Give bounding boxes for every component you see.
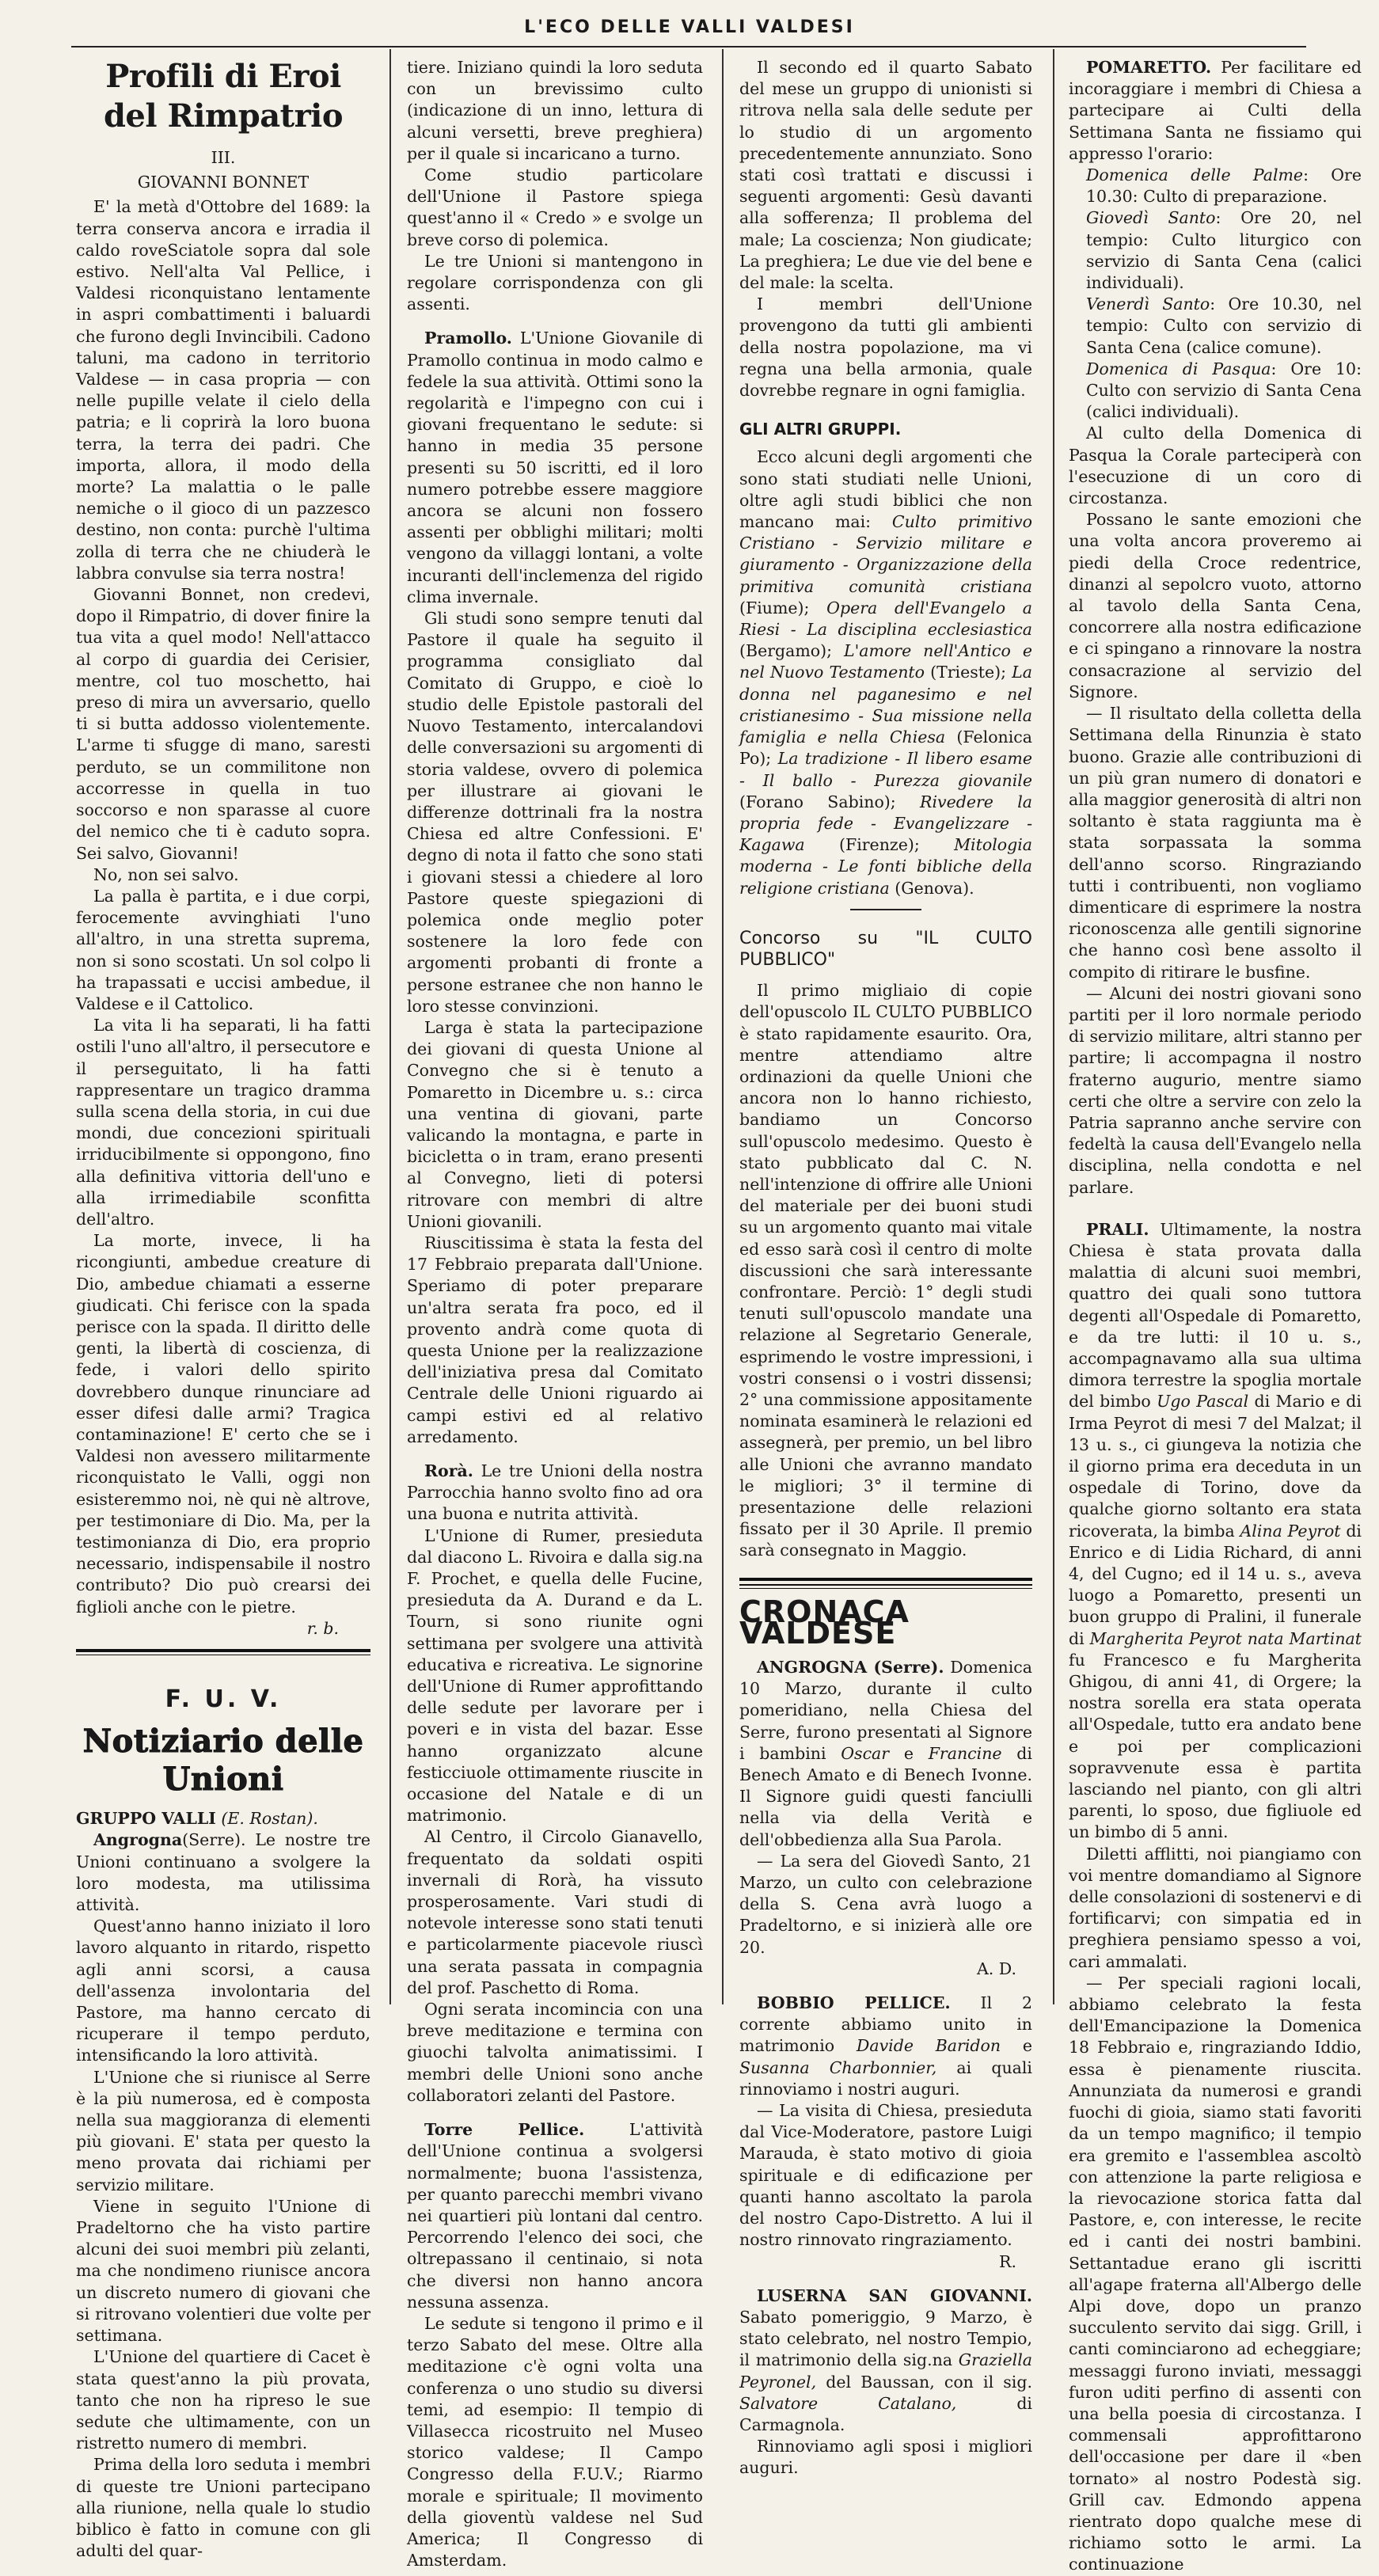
article-part: III. — [211, 148, 236, 167]
paragraph — [1069, 57, 1362, 165]
paragraph — [76, 1829, 370, 1916]
section-heading: GLI ALTRI GRUPPI. — [739, 420, 902, 439]
schedule-text: : Ore 10: Culto con servizio di Santa Cena (calici individuali). — [1086, 359, 1362, 422]
paragraph: — Il risultato della colletta della Settimana della Rinunzia è stato buono. Grazie alle contribuzioni di un più gran numero di donatori e alla maggior generosità di altri non soltanto è stata raggiunta ma è stata sorpassata la somma dell'anno scorso. Ringraziando tutti i contribuenti, non vogliamo dimenticare di esprimere la nostra riconoscenza alle gentili signorine che hanno così bene assolto il compito di ritirare le busfine. — [1069, 704, 1362, 982]
paragraph-text: di Carmagnola. — [739, 2393, 1032, 2434]
paragraph-text: L'attività dell'Unione continua a svolgersi normalmente; buona l'assistenza, per quanto parecchi membri vivano nei quartieri più lontani dal centro. Percorrendo l'elenco dei soci, che oltrepassano il centinaio, si nota che diversi non hanno ancora nessuna assenza. — [407, 2120, 703, 2312]
schedule-day: Domenica di Pasqua — [1086, 359, 1271, 378]
schedule-item — [1069, 359, 1362, 424]
section-kicker: F. U. V. — [165, 1685, 282, 1714]
schedule-text: : Ore 20, nel tempio: Culto liturgico con servizio di Santa Cena (calici individuali). — [1086, 208, 1362, 293]
city: (Trieste); — [930, 663, 1007, 682]
section-rule — [739, 1584, 1032, 1586]
paragraph-text: del Baussan, con il sig. — [826, 2372, 1032, 2392]
schedule-day: Domenica delle Palme — [1086, 165, 1304, 185]
paragraph: Diletti afflitti, noi piangiamo con voi mentre domandiamo al Signore delle consolazioni di sostenervi e di fortificarvi; con simpatia ed in preghiera pensiamo spesso a voi, cari ammalati. — [1069, 1844, 1362, 1971]
paragraph-text: Ecco alcuni degli argomenti che sono stati studiati nelle Unioni, oltre agli studi biblici che non mancano mai: — [739, 447, 1032, 532]
person-name: Salvatore Catalano, — [739, 2393, 957, 2413]
paragraph: L'Unione di Rumer, presieduta dal diacono L. Rivoira e dalla sig.na F. Prochet, e quella delle Fucine, presieduta da A. Durand e da L. Tourn, si sono riunite ogni settimana per svolgere una attività educativa e ricreativa. Le signorine dell'Unione di Rumer approfittando delle sedute per lavorare per i poveri e in vista del bazar. Esse hanno organizzato alcune festicciuole ottimamente riuscite in occasione del Natale e di un matrimonio. — [407, 1525, 703, 1826]
paragraph-text: Per facilitare ed incoraggiare i membri di Chiesa a partecipare ai Culti della Settimana Santa ne fissiamo qui appresso l'orario: — [1069, 58, 1362, 163]
person-name: Francine — [928, 1743, 1002, 1763]
schedule-day: Venerdì Santo — [1086, 294, 1210, 314]
paragraph-text: e — [903, 1743, 914, 1763]
paragraph: Al culto della Domenica di Pasqua la Corale parteciperà con l'esecuzione di un coro di circostanza. — [1069, 424, 1362, 508]
article-title: Profili di Eroi del Rimpatrio — [103, 58, 344, 135]
paragraph-text: di Benech Amato e di Benech Ivonne. Il Signore guidi questi fanciulli nella via della Verità e dell'obbedienza alla Sua Parola. — [739, 1743, 1032, 1849]
paragraph: Larga è stata la partecipazione dei giovani di questa Unione al Convegno che si è tenuto a Pomaretto in Dicembre u. s.: circa una ventina di giovani, parte valicando la montagna, e parte in bicicletta o in tram, erano presenti al Convegno, lieti di potersi ritrovare con membri di altre Unioni giovanili. — [407, 1017, 703, 1231]
paragraph: Al Centro, il Circolo Gianavello, frequentato da soldati ospiti invernali di Rorà, ha vissuto prosperosamente. Vari studi di notevole interesse sono stati tenuti e particolarmente piacevole riuscì una serata passata in compagnia del prof. Paschetto di Roma. — [407, 1827, 703, 1997]
topic-list: Culto primitivo Cristiano - Servizio militare e giuramento - Organizzazione della primitiva comunità cristiana — [739, 512, 1032, 596]
schedule — [1069, 165, 1362, 423]
column-3 — [739, 57, 1033, 2478]
place-name: ANGROGNA (Serre). — [757, 1658, 944, 1677]
paragraph: Quest'anno hanno iniziato il loro lavoro alquanto in ritardo, rispetto agli anni scorsi, a causa dell'assenza involontaria del Pastore, ma hanno cercato di ricuperare il tempo perduto, intensificando la loro attività. — [76, 1917, 370, 2065]
paragraph-text: L'Unione Giovanile di Pramollo continua in modo calmo e fedele la sua attività. Ottimi sono la regolarità e l'impegno con cui i giovani frequentano le sedute: si hanno in media 35 persone presenti su 50 iscritti, ed il loro numero potrebbe essere maggiore ancora se alcuni non fossero assenti per obblighi militari; molti vengono da villaggi lontani, a volte incuranti dell'inclemenza del rigido clima invernale. — [407, 329, 703, 606]
paragraph: L'Unione del quartiere di Cacet è stata quest'anno la più provata, tanto che non ha ripreso le sue sedute che ultimamente, con un ristretto numero di membri. — [76, 2347, 370, 2453]
paragraph: Possano le sante emozioni che una volta ancora proveremo ai piedi della Croce redentrice, dinanzi al sepolcro vuoto, attorno al tavolo della Santa Cena, concorrere alla nostra edificazione e ci spingano a rinnovare la nostra consacrazione al servizio del Signore. — [1069, 510, 1362, 701]
paragraph: Ogni serata incomincia con una breve meditazione e termina con giuochi talvolta animatissimi. I membri delle Unioni sono anche collaboratori zelanti del Pastore. — [407, 2000, 703, 2105]
city: (Fiume); — [739, 598, 810, 617]
column-divider — [389, 49, 391, 2004]
paragraph: E' la metà d'Ottobre del 1689: la terra conserva ancora e irradia il caldo roveSciatole sopra dal sole estivo. Nell'alta Val Pellice, i Valdesi riconquistano lentamente in aspri combattimenti i baluardi che furono degli Invincibili. Cadono taluni, ma cadono in territorio Valdese — in casa propria — con nelle pupille velate il cielo della patria; e li coprirà la loro buona terra, la terra dei padri. Che importa, allora, il modo della morte? La malattia o le palle nemiche o il gioco di un pazzesco destino, non conta: purchè l'ultima zolla di terra che ne chiuderà le labbra convulse sia terra nostra! — [76, 197, 370, 583]
schedule-item — [1069, 207, 1362, 294]
section-heading: Concorso su "IL CULTO PUBBLICO" — [739, 928, 1032, 970]
signature: R. — [999, 2251, 1016, 2271]
section-title: CRONACA VALDESE — [739, 1594, 910, 1651]
paragraph: Riuscitissima è stata la festa del 17 Febbraio preparata dall'Unione. Speriamo di poter preparare un'altra serata fra poco, ed il provento andrà come quota di questa Unione per la realizzazione dell'iniziativa presa dal Comitato Centrale delle Unioni riguardo ai campi estivi ed al relativo arredamento. — [407, 1233, 703, 1446]
person-name: Margherita Peyrot nata Martinat — [1089, 1628, 1362, 1648]
paragraph: tiere. Iniziano quindi la loro seduta con un brevissimo culto (indicazione di un inno, lettura di alcuni versetti, breve preghiera) per il quale si incaricano a turno. — [407, 58, 703, 163]
section-title: Notiziario delle Unioni — [82, 1723, 364, 1799]
paragraph: No, non sei salvo. — [93, 864, 239, 884]
group-heading — [76, 1808, 370, 1829]
schedule-text: : Ore 10.30, nel tempio: Culto con servizio di Santa Cena (calice comune). — [1086, 294, 1362, 357]
section-rule — [739, 1578, 1032, 1581]
paragraph: Le tre Unioni si mantengono in regolare corrispondenza con gli assenti. — [407, 251, 703, 314]
place-name: Torre Pellice. — [424, 2120, 585, 2140]
person-name: Graziella Peyronel, — [739, 2350, 1032, 2392]
paragraph: I membri dell'Unione provengono da tutti gli ambienti della nostra popolazione, ma vi regna una bella armonia, quale dovrebbe regnare in ogni famiglia. — [739, 294, 1032, 401]
paragraph-text: Il 2 corrente abbiamo unito in matrimonio — [739, 1993, 1032, 2056]
topic-list: Mitologia moderna - Le fonti bibliche della religione cristiana — [739, 835, 1032, 898]
column-2 — [407, 57, 703, 2570]
divider — [850, 909, 921, 910]
masthead: L'ECO DELLE VALLI VALDESI — [524, 17, 855, 37]
city: (Bergamo); — [739, 641, 833, 661]
schedule-text: : Ore 10.30: Culto di preparazione. — [1086, 165, 1362, 207]
group-author: (E. Rostan). — [221, 1809, 318, 1829]
city: (Firenze); — [838, 835, 920, 855]
topic-list: L'amore nell'Antico e nel Nuovo Testamento — [739, 641, 1032, 682]
column-divider — [722, 49, 724, 2004]
paragraph: Come studio particolare dell'Unione il Pastore spiega quest'anno il « Credo » e svolge un breve corso di polemica. — [407, 165, 703, 249]
person-name: Davide Baridon — [856, 2036, 1001, 2056]
place-name: LUSERNA SAN GIOVANNI. — [757, 2285, 1032, 2305]
paragraph — [407, 2119, 703, 2313]
paragraph: — La visita di Chiesa, presieduta dal Vice-Moderatore, pastore Luigi Marauda, è stato motivo di gioia spirituale e di edificazione per quanti hanno ascoltato la parola del nostro Capo-Distretto. A lui il nostro rinnovato ringraziamento. — [739, 2101, 1032, 2250]
city: (Felonica Po); — [739, 728, 1032, 769]
paragraph-text: ai quali rinnoviamo i nostri auguri. — [739, 2057, 1032, 2099]
paragraph: La vita li ha separati, li ha fatti ostili l'uno all'altro, il persecutore e il perseguitato, li ha fatti rappresentare un tragico dramma sulla scena della storia, in cui due mondi, due concezioni spirituali irriducibilmente si oppongono, fino alla definitiva vittoria dell'uno e alla irrimediabile sconfitta dell'altro. — [76, 1016, 370, 1229]
paragraph-text: e — [1022, 2036, 1032, 2056]
place-name: BOBBIO PELLICE. — [757, 1993, 951, 2013]
place-name: Pramollo. — [424, 329, 512, 348]
paragraph — [739, 1657, 1032, 1851]
person-name: Oscar — [841, 1743, 890, 1763]
paragraph: La morte, invece, li ha ricongiunti, ambedue creature di Dio, ambedue chiamati a esserne giudicati. Chi ferisce con la spada perisce con la spada. Il diritto delle genti, la libertà di coscienza, di fede, i valori dello spirito dovrebbero dunque rinunciare ad esser difesi dalle armi? Tragica contaminazione! E' certo che se i Valdesi non avessero militarmente riconquistato le Valli, oggi non esisteremmo noi, nè qui nè altrove, per testimoniare di Dio. Ma, per la testimonianza di Dio, era proprio necessario, indispensabile il nostro contributo? Dio può crearsi dei figlioli anche con le pietre. — [76, 1231, 370, 1617]
place-name: Rorà. — [424, 1461, 473, 1480]
person-name: Susanna Charbonnier, — [739, 2057, 937, 2077]
signature: r. b. — [306, 1618, 339, 1638]
topic-list: Opera dell'Evangelo a Riesi - La disciplina ecclesiastica — [739, 598, 1032, 640]
paragraph: — La sera del Giovedì Santo, 21 Marzo, un culto con celebrazione della S. Cena avrà luogo a Pradeltorno, e si inizierà alle ore 20. — [739, 1851, 1032, 1957]
signature: A. D. — [976, 1959, 1016, 1978]
paragraph — [407, 328, 703, 608]
city: (Forano Sabino); — [739, 792, 896, 811]
column-divider — [1053, 49, 1054, 2004]
paragraph: Il primo migliaio di copie dell'opuscolo IL CULTO PUBBLICO è stato rapidamente esaurito. Ora, mentre attendiamo altre ordinazioni da quelle Unioni che ancora non lo hanno richiesto, bandiamo un Concorso sull'opuscolo medesimo. Questo è stato pubblicato dal C. N. nell'intenzione di offrire alle Unioni del materiale per dei buoni studi su un argomento quanto mai vitale ed esso sarà così il centro di molte discussioni che sarà interessante confrontare. Perciò: 1° degli studi tenuti sull'opuscolo mandate una relazione al Segretario Generale, esprimendo le vostre impressioni, i vostri consensi o i vostri dissensi; 2° una commissione appositamente nominata esaminerà le relazioni ed assegnerà, per premio, un bel libro alle Unioni che avranno mandato le migliori; 3° il termine di presentazione delle relazioni fissato per il 30 Aprile. Il premio sarà consegnato in Maggio. — [739, 981, 1032, 1560]
paragraph — [739, 1993, 1032, 2100]
section-rule — [76, 1649, 370, 1652]
place-name: PRALI. — [1086, 1219, 1149, 1239]
paragraph: Viene in seguito l'Unione di Pradeltorno che ha visto partire alcuni dei suoi membri più zelanti, ma che nondimeno riunisce ancora un discreto numero di giovani che si ritrovano volentieri due volte per settimana. — [76, 2196, 370, 2346]
article-subject: GIOVANNI BONNET — [137, 173, 310, 192]
person-name: Ugo Pascal — [1157, 1392, 1249, 1411]
paragraph — [1069, 1219, 1362, 1844]
person-name: Alina Peyrot — [1240, 1521, 1341, 1541]
paragraph-text: Ultimamente, la nostra Chiesa è stata provata dalla malattia di alcuni suoi membri, quattro dei quali sono tuttora degenti all'Ospedale di Pomaretto, e da tre lutti: il 10 u. s., accompagnavamo alla sua ultima dimora terrestre la spoglia mortale del bimbo — [1069, 1219, 1362, 1411]
city: (Genova). — [895, 878, 974, 898]
paragraph: Gli studi sono sempre tenuti dal Pastore il quale ha seguito il programma consigliato dal Comitato di Gruppo, e cioè lo studio delle Epistole pastorali del Nuovo Testamento, intercalandovi delle conversazioni su argomenti di storia valdese, ovvero di polemica per illustrare ai giovani le differenze dottrinali fra la nostra Chiesa ed altre Confessioni. E' degno di nota il fatto che sono stati i giovani stessi a chiedere al loro Pastore queste spiegazioni di polemica onde meglio poter sostenere la loro fede con argomenti probanti di fronte a persone estranee che non hanno le loro stesse convinzioni. — [407, 609, 703, 1016]
masthead-rule — [71, 46, 1306, 47]
paragraph-text: di Mario e di Irma Peyrot di mesi 7 del Malzat; il 13 u. s., ci giungeva la notizia che il giorno prima era deceduta in un ospedale di Torino, dove da qualche giorno soltanto era stata ricoverata, la bimba — [1069, 1392, 1362, 1541]
schedule-day: Giovedì Santo — [1086, 208, 1216, 228]
paragraph: — Alcuni dei nostri giovani sono partiti per il loro normale periodo di servizio militare, altri stanno per partire; li accompagna il nostro fraterno augurio, mentre siamo certi che oltre a servire con zelo la Patria sapranno anche servire con fedeltà la causa dell'Evangelo nella disciplina, nella condotta e nel parlare. — [1069, 983, 1362, 1197]
paragraph: Prima della loro seduta i membri di queste tre Unioni partecipano alla riunione, nella quale lo studio biblico è fatto in comune con gli adulti del quar- — [76, 2455, 370, 2561]
paragraph: Le sedute si tengono il primo e il terzo Sabato del mese. Oltre alla meditazione c'è ogni volta una conferenza o uno studio su diversi temi, ad esempio: Il tempio di Villasecca ricostruito nel Museo storico valdese; Il Campo Congresso della F.U.V.; Riarmo morale e spirituale; Il movimento della gioventù valdese nel Sud America; Il Congresso di Amsterdam. — [407, 2313, 703, 2570]
paragraph: Il secondo ed il quarto Sabato del mese un gruppo di unionisti si ritrova nella sala delle sedute per lo studio di un argomento precedentemente annunziato. Sono stati così trattati e discussi i seguenti argomenti: Gesù davanti alla sofferenza; Il problema del male; La coscienza; Non giudicate; La preghiera; Le due vie del bene e del male: la scelta. — [739, 58, 1032, 293]
column-4 — [1069, 57, 1362, 2574]
paragraph-text: Sabato pomeriggio, 9 Marzo, è stato celebrato, nel nostro Tempio, il matrimonio della sig.na — [739, 2307, 1032, 2370]
paragraph-text: di Enrico e di Lidia Richard, di anni 4, del Cugno; ed il 14 u. s., aveva luogo a Pomaretto, presenti un buon gruppo di Pralini, il funerale di — [1069, 1521, 1362, 1648]
paragraph: Giovanni Bonnet, non credevi, dopo il Rimpatrio, di dover finire la tua vita a quel modo! Nell'attacco al corpo di guardia dei Cerisier, mentre, col tuo moschetto, hai preso di mira un avversario, quello ti si butta addosso violentemente. L'arme ti sfugge di mano, saresti perduto, se un commilitone non accorresse in quella in tuo soccorso e non sparasse al cuore del nemico che ti è caduto sopra. Sei salvo, Giovanni! — [76, 585, 370, 863]
paragraph-text: Le tre Unioni della nostra Parrocchia hanno svolto fino ad ora una buona e nutrita attività. — [407, 1461, 703, 1524]
paragraph — [739, 446, 1032, 899]
paragraph: La palla è partita, e i due corpi, ferocemente avvinghiati l'uno all'altro, in una stretta suprema, non si sono scostati. Un sol colpo li ha trapassati e uccisi ambedue, il Valdese e il Cattolico. — [76, 886, 370, 1013]
section-rule — [739, 1588, 1032, 1589]
paragraph: — Per speciali ragioni locali, abbiamo celebrato la festa dell'Emancipazione la Domenica 18 Febbraio e, ringraziando Iddio, essa è pienamente riuscita. Annunziata da numerosi e grandi fuochi di gioia, siamo stati favoriti da un tempo magnifico; il tempio era gremito e l'assemblea ascoltò con attenzione la parte religiosa e la rievocazione storica fatta dal Pastore, e, con interesse, le recite ed i canti dei nostri bambini. Settantadue erano gli iscritti all'agape fraterna all'Albergo delle Alpi dove, dopo un pranzo succulento servito dai sigg. Grill, i canti cominciarono ad echeggiare; messaggi furono inviati, messaggi furon uditi perfino di assenti con una bella poesia di circostanza. I commensali approfittarono dell'occasione per dare il «ben tornato» al nostro Podestà sig. Grill cav. Edmondo appena rientrato dopo qualche mese di richiamo sotto le armi. La continuazione — [1069, 1973, 1362, 2574]
schedule-item — [1069, 294, 1362, 359]
place-name: Angrogna — [93, 1830, 183, 1850]
paragraph-text: fu Francesco e fu Margherita Ghigou, di anni 41, di Orgere; la nostra sorella era stata operata all'Ospedale, tutto era andato bene e poi per complicazioni sopravvenute essa è partita lasciando nel pianto, con gli altri parenti, lo sposo, due figliuole ed un bimbo di 5 anni. — [1069, 1650, 1362, 1842]
schedule-item — [1069, 165, 1362, 207]
paragraph — [739, 2285, 1032, 2436]
place-name: POMARETTO. — [1086, 58, 1212, 77]
column-1 — [76, 57, 370, 2561]
topic-list: La tradizione - Il libero esame - Il ballo - Purezza giovanile — [739, 749, 1032, 790]
paragraph-text: Domenica 10 Marzo, durante il culto pomeridiano, nella Chiesa del Serre, furono presentati al Signore i bambini — [739, 1658, 1032, 1763]
paragraph-text: (Serre). Le nostre tre Unioni continuano a svolgere la loro modesta, ma utilissima attività. — [76, 1830, 370, 1915]
topic-list: Rivedere la propria fede - Evangelizzare - Kagawa — [739, 792, 1033, 855]
group-name: GRUPPO VALLI — [76, 1809, 216, 1829]
topic-list: La donna nel paganesimo e nel cristianesimo - Sua missione nella famiglia e nella Chiesa — [739, 663, 1032, 747]
paragraph — [407, 1461, 703, 1525]
paragraph: L'Unione che si riunisce al Serre è la più numerosa, ed è composta nella sua maggioranza di elementi più giovani. E' stata per questo la meno provata dai richiami per servizio militare. — [76, 2067, 370, 2194]
paragraph: Rinnoviamo agli sposi i migliori auguri. — [739, 2437, 1032, 2478]
